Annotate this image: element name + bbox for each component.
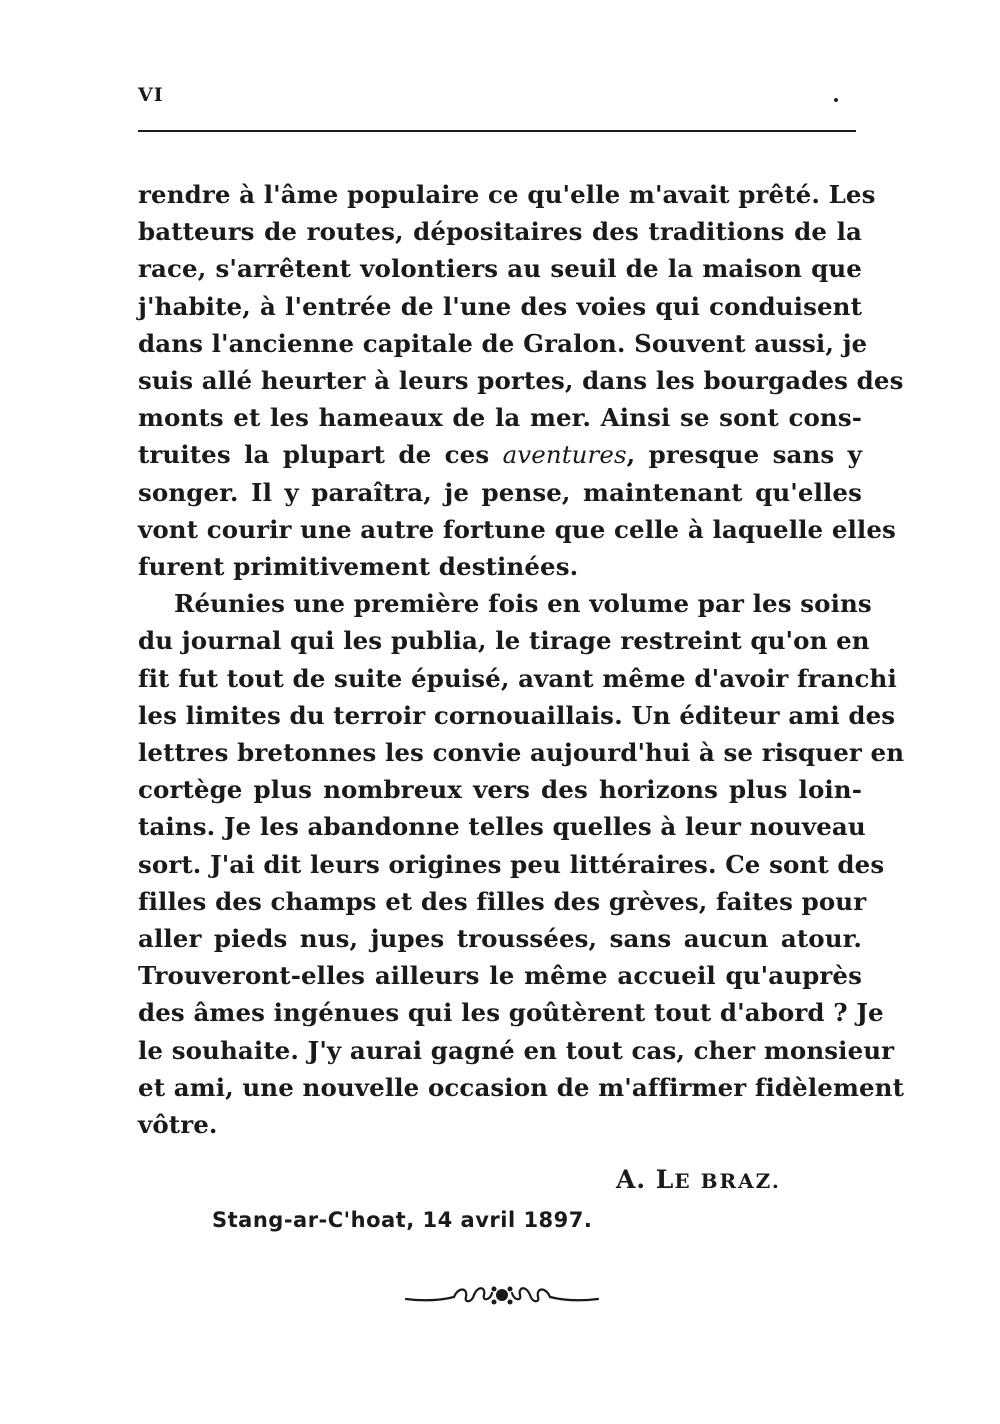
fleuron-dot bbox=[492, 1287, 497, 1292]
text-line: vont courir une autre fortune que celle à laquelle elles bbox=[138, 514, 896, 544]
text-line: cortège plus nombreux vers des horizons plus loin- bbox=[138, 775, 862, 805]
fleuron-center bbox=[496, 1289, 508, 1301]
fleuron-icon bbox=[402, 1275, 602, 1315]
text-line: le souhaite. J'y aurai gagné en tout cas, cher monsieur bbox=[138, 1035, 895, 1065]
text-line: lettres bretonnes les convie aujourd'hui à se risquer en bbox=[138, 738, 905, 768]
author-signature bbox=[616, 1165, 781, 1194]
signature-name: E BRAZ. bbox=[674, 1169, 781, 1193]
fleuron-dot bbox=[508, 1300, 513, 1305]
fleuron-left-tail bbox=[406, 1297, 454, 1300]
header-rule bbox=[138, 130, 856, 132]
fleuron-left-curl bbox=[454, 1290, 474, 1302]
text-line: aller pieds nus, jupes troussées, sans aucun atour. bbox=[138, 924, 862, 954]
text-line: vôtre. bbox=[138, 1110, 218, 1140]
paragraph-start-line: Réunies une première fois en volume par les soins bbox=[174, 589, 872, 619]
text-line: du journal qui les publia, le tirage restreint qu'on en bbox=[138, 626, 870, 656]
signature-initial: A. L bbox=[616, 1165, 675, 1194]
italic-title: aventures bbox=[502, 440, 627, 470]
text-line: fit fut tout de suite épuisé, avant même d'avoir franchi bbox=[138, 663, 897, 693]
ink-speck bbox=[834, 98, 838, 102]
fleuron-right-tail bbox=[550, 1297, 598, 1300]
text-line: sort. J'ai dit leurs origines peu littéraires. Ce sont des bbox=[138, 849, 885, 879]
text-line: batteurs de routes, dépositaires des traditions de la bbox=[138, 217, 862, 247]
text-line: furent primitivement destinées. bbox=[138, 552, 579, 582]
text-line: Trouveront-elles ailleurs le même accueil qu'auprès bbox=[138, 961, 862, 991]
page-number: VI bbox=[138, 84, 164, 106]
text-line: monts et les hameaux de la mer. Ainsi se sont cons- bbox=[138, 403, 862, 433]
text-line: et ami, une nouvelle occasion de m'affirmer fidèlement bbox=[138, 1072, 904, 1102]
line-end: , presque sans y bbox=[626, 440, 862, 470]
text-line: tains. Je les abandonne telles quelles à leur nouveau bbox=[138, 812, 866, 842]
place-and-date: Stang-ar-C'hoat, 14 avril 1897. bbox=[212, 1208, 593, 1232]
text-line: j'habite, à l'entrée de l'une des voies qui conduisent bbox=[138, 291, 862, 321]
text-line: filles des champs et des filles des grèves, faites pour bbox=[138, 886, 867, 916]
line-start: truites la plupart de ces bbox=[138, 440, 490, 470]
text-line: suis allé heurter à leurs portes, dans les bourgades des bbox=[138, 366, 904, 396]
text-line: les limites du terroir cornouaillais. Un éditeur ami des bbox=[138, 700, 896, 730]
text-line-with-italic bbox=[138, 436, 862, 473]
fleuron-right-curl bbox=[530, 1290, 550, 1302]
fleuron-dot bbox=[508, 1287, 513, 1292]
body-text bbox=[138, 176, 905, 1143]
text-line: dans l'ancienne capitale de Gralon. Souvent aussi, je bbox=[138, 328, 868, 358]
text-line: race, s'arrêtent volontiers au seuil de la maison que bbox=[138, 254, 862, 284]
text-line: songer. Il y paraîtra, je pense, maintenant qu'elles bbox=[138, 477, 862, 507]
fleuron-left-scroll bbox=[474, 1288, 492, 1299]
text-line: rendre à l'âme populaire ce qu'elle m'avait prêté. Les bbox=[138, 180, 876, 209]
text-line: des âmes ingénues qui les goûtèrent tout d'abord ? Je bbox=[138, 998, 884, 1028]
fleuron-right-scroll bbox=[512, 1288, 530, 1299]
fleuron-dot bbox=[492, 1300, 497, 1305]
